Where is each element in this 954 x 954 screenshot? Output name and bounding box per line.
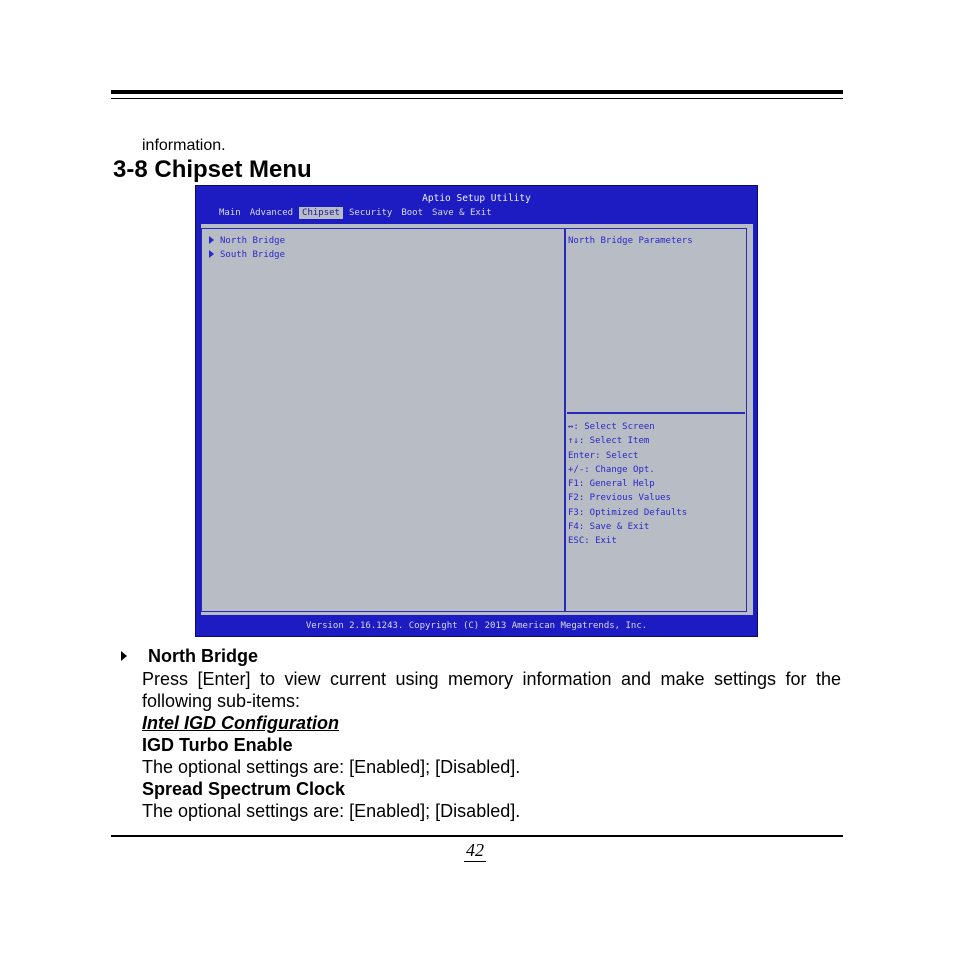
bios-tab-main[interactable]: Main	[219, 208, 241, 218]
north-bridge-heading: North Bridge	[148, 646, 258, 666]
submenu-arrow-icon	[209, 236, 214, 244]
bios-item-north-bridge[interactable]	[209, 236, 285, 246]
bios-tab-bar	[216, 207, 498, 219]
key-hint: ESC: Exit	[568, 536, 617, 547]
bios-screenshot	[195, 185, 758, 637]
bios-tab-save-exit[interactable]: Save & Exit	[432, 208, 492, 218]
item-igd-turbo-text: The optional settings are: [Enabled]; [Disabled].	[142, 757, 521, 777]
bios-main-panel	[201, 224, 753, 615]
bios-help-text: North Bridge Parameters	[568, 236, 693, 246]
description-line-2: following sub-items:	[142, 691, 301, 711]
key-hint: ↔: Select Screen	[568, 422, 655, 432]
subsection-heading: Intel IGD Configuration	[142, 713, 339, 733]
bios-item-south-bridge[interactable]	[209, 250, 285, 260]
bios-item-label: North Bridge	[220, 236, 286, 246]
key-hint: F1: General Help	[568, 479, 655, 490]
bios-tab-chipset[interactable]: Chipset	[299, 207, 343, 219]
bios-tab-security[interactable]: Security	[348, 208, 393, 218]
submenu-arrow-icon	[209, 250, 214, 258]
bios-title: Aptio Setup Utility	[422, 193, 531, 204]
bullet-arrow-icon	[121, 651, 127, 661]
header-rule-thick	[111, 90, 843, 94]
key-hint: Enter: Select	[568, 450, 639, 461]
bios-tab-advanced[interactable]: Advanced	[249, 208, 294, 218]
description-line-1: Press [Enter] to view current using memory information and make settings for the	[142, 669, 841, 689]
key-hint: F2: Previous Values	[568, 493, 671, 504]
item-spread-spectrum-title: Spread Spectrum Clock	[142, 779, 346, 799]
item-igd-turbo-title: IGD Turbo Enable	[142, 735, 293, 755]
page-number: 42	[466, 840, 484, 860]
bios-left-frame	[201, 228, 566, 612]
bios-help-divider	[567, 412, 745, 414]
bios-tab-boot[interactable]: Boot	[401, 208, 424, 218]
item-spread-spectrum-text: The optional settings are: [Enabled]; [Disabled].	[142, 801, 521, 821]
footer-rule	[111, 835, 843, 837]
intro-text: information.	[142, 137, 226, 154]
key-hint: +/-: Change Opt.	[568, 464, 655, 475]
key-hint: F4: Save & Exit	[568, 522, 650, 533]
header-rule-thin	[111, 98, 843, 99]
bios-key-legend	[568, 420, 687, 549]
section-title: 3-8 Chipset Menu	[113, 156, 312, 183]
bios-item-label: South Bridge	[220, 250, 286, 260]
bios-footer: Version 2.16.1243. Copyright (C) 2013 American Megatrends, Inc.	[305, 621, 648, 631]
key-hint: ↑↓: Select Item	[568, 436, 650, 447]
key-hint: F3: Optimized Defaults	[568, 507, 688, 518]
